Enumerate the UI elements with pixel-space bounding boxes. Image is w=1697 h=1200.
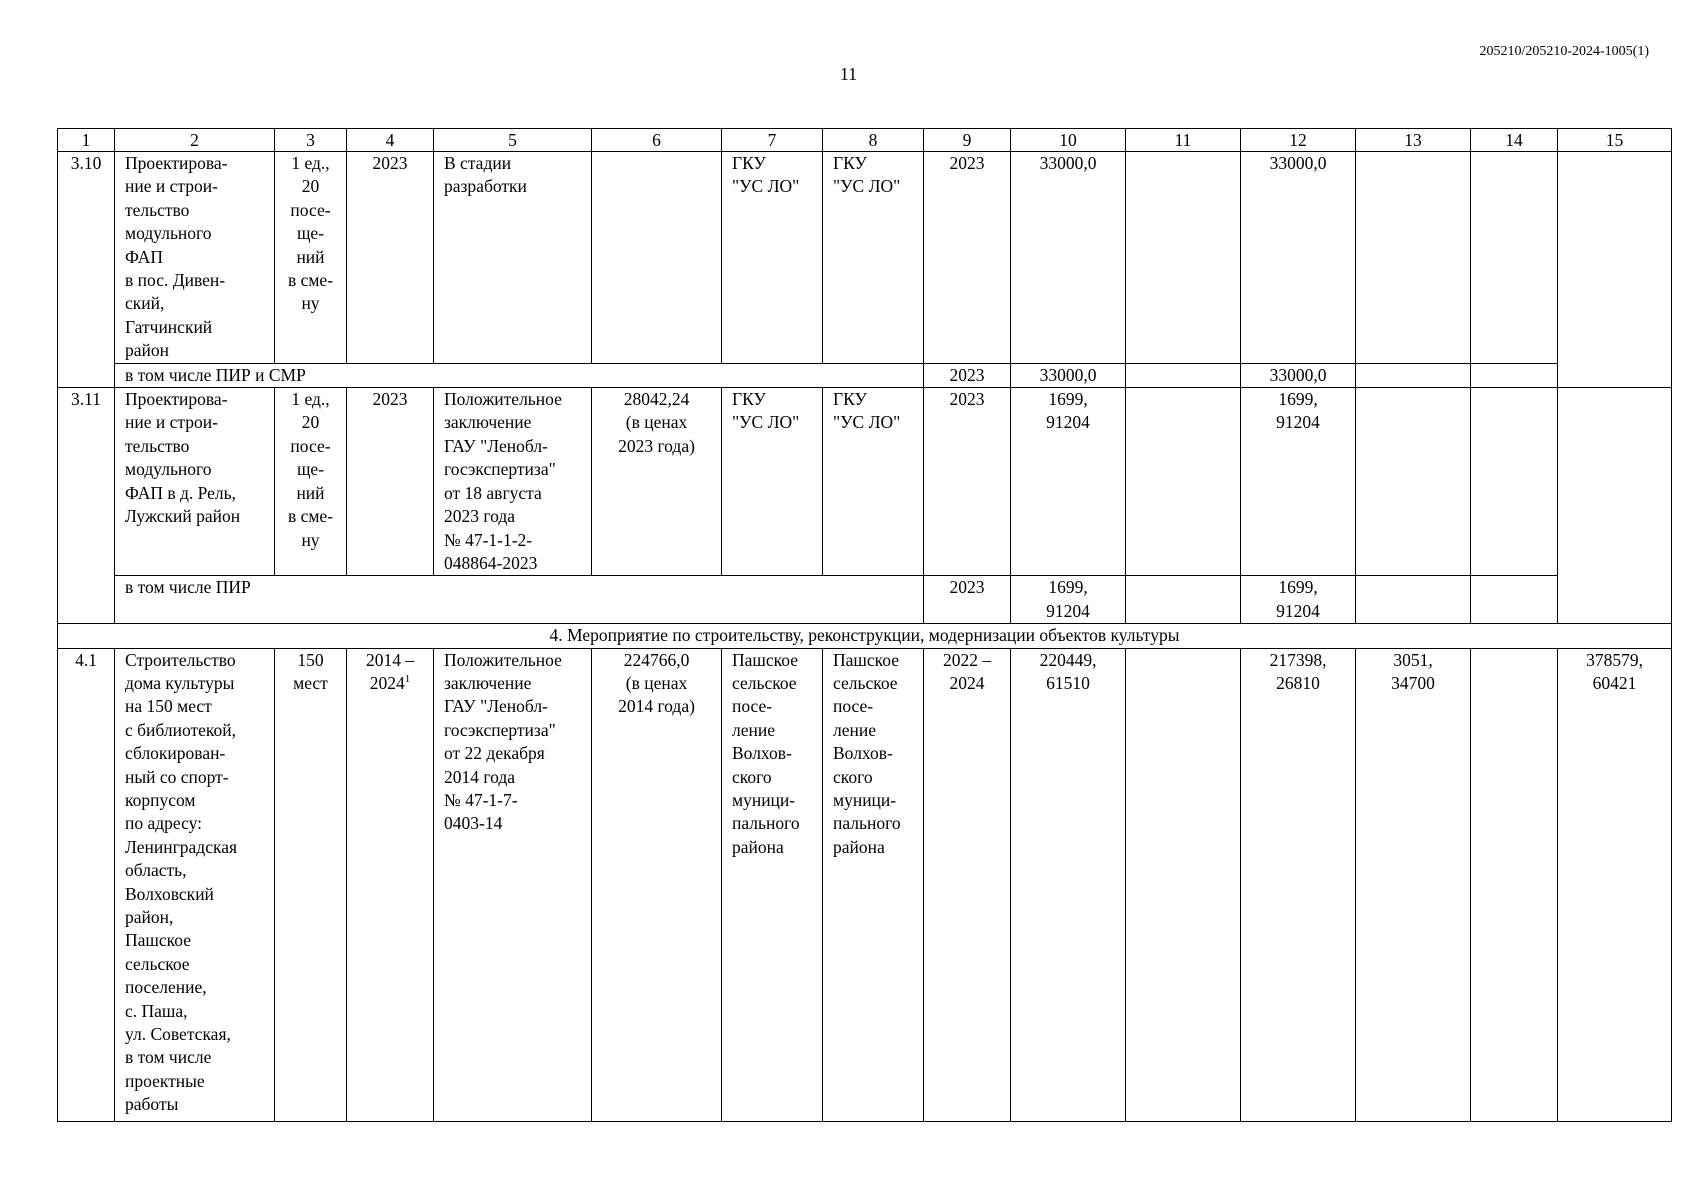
builder: ГКУ "УС ЛО"	[823, 388, 924, 576]
subtotal-label: в том числе ПИР	[115, 576, 924, 624]
value-col-11	[1126, 388, 1241, 576]
row-number: 3.11	[58, 388, 115, 624]
document-id: 205210/205210-2024-1005(1)	[1479, 44, 1649, 59]
value-col-14	[1471, 576, 1558, 624]
table-subrow	[58, 363, 1672, 387]
years: 2023	[347, 152, 434, 364]
estimated-cost: 224766,0 (в ценах 2014 года)	[592, 648, 722, 1121]
value-col-15	[1558, 388, 1672, 624]
capacity: 1 ед., 20 посе- ще- ний в сме- ну	[275, 388, 347, 576]
column-number: 3	[275, 129, 347, 152]
value-col-14	[1471, 388, 1558, 576]
value-col-11	[1126, 363, 1241, 387]
table-row	[58, 152, 1672, 364]
value-col-15	[1558, 152, 1672, 388]
column-number: 15	[1558, 129, 1672, 152]
value-col-11	[1126, 648, 1241, 1121]
customer: Пашское сельское посе- ление Волхов- ского муници- пального района	[722, 648, 823, 1121]
object-name: Проектирова- ние и строи- тельство модульного ФАП в пос. Дивен- ский, Гатчинский район	[115, 152, 275, 364]
column-number: 9	[924, 129, 1011, 152]
value-col-12: 1699, 91204	[1241, 576, 1356, 624]
value-col-14	[1471, 648, 1558, 1121]
estimated-cost	[592, 152, 722, 364]
value-col-12: 1699, 91204	[1241, 388, 1356, 576]
page-number: 11	[839, 64, 858, 84]
value-col-10: 1699, 91204	[1011, 388, 1126, 576]
object-name: Проектирова- ние и строи- тельство модульного ФАП в д. Рель, Лужский район	[115, 388, 275, 576]
column-number: 13	[1356, 129, 1471, 152]
value-col-14	[1471, 152, 1558, 364]
column-number: 10	[1011, 129, 1126, 152]
value-col-13	[1356, 388, 1471, 576]
column-number-row	[58, 129, 1672, 152]
column-number: 6	[592, 129, 722, 152]
object-name: Строительство дома культуры на 150 мест с библиотекой, сблокирован- ный со спорт- корпусом по адресу: Ленинградская область, Волховский район, Пашское сельское поселение, с. Паша, ул. Советская, в том числе проектные работы	[115, 648, 275, 1121]
period: 2023	[924, 363, 1011, 387]
section-heading-row	[58, 624, 1672, 648]
value-col-10: 33000,0	[1011, 152, 1126, 364]
table-row	[58, 648, 1672, 1121]
value-col-12: 217398, 26810	[1241, 648, 1356, 1121]
investment-table	[57, 128, 1672, 1122]
value-col-12: 33000,0	[1241, 152, 1356, 364]
row-number: 3.10	[58, 152, 115, 388]
value-col-13	[1356, 152, 1471, 364]
years: 2023	[347, 388, 434, 576]
column-number: 2	[115, 129, 275, 152]
period: 2023	[924, 576, 1011, 624]
capacity: 1 ед., 20 посе- ще- ний в сме- ну	[275, 152, 347, 364]
expertise-status: В стадии разработки	[434, 152, 592, 364]
customer: ГКУ "УС ЛО"	[722, 152, 823, 364]
period: 2022 – 2024	[924, 648, 1011, 1121]
subtotal-label: в том числе ПИР и СМР	[115, 363, 924, 387]
value-col-12: 33000,0	[1241, 363, 1356, 387]
column-number: 5	[434, 129, 592, 152]
value-col-11	[1126, 576, 1241, 624]
period: 2023	[924, 152, 1011, 364]
value-col-14	[1471, 363, 1558, 387]
column-number: 1	[58, 129, 115, 152]
value-col-13	[1356, 576, 1471, 624]
column-number: 4	[347, 129, 434, 152]
value-col-10: 33000,0	[1011, 363, 1126, 387]
value-col-10: 220449, 61510	[1011, 648, 1126, 1121]
column-number: 8	[823, 129, 924, 152]
customer: ГКУ "УС ЛО"	[722, 388, 823, 576]
column-number: 12	[1241, 129, 1356, 152]
footnote-marker: 1	[404, 673, 411, 686]
value-col-11	[1126, 152, 1241, 364]
table-subrow	[58, 576, 1672, 624]
row-number: 4.1	[58, 648, 115, 1121]
table-row	[58, 388, 1672, 576]
capacity: 150 мест	[275, 648, 347, 1121]
value-col-15: 378579, 60421	[1558, 648, 1672, 1121]
expertise-status: Положительное заключение ГАУ "Ленобл- госэкспертиза" от 18 августа 2023 года № 47-1-1-2- 048864-2023	[434, 388, 592, 576]
years-text: 2014 – 2024	[365, 649, 415, 693]
estimated-cost: 28042,24 (в ценах 2023 года)	[592, 388, 722, 576]
value-col-13	[1356, 363, 1471, 387]
column-number: 11	[1126, 129, 1241, 152]
expertise-status: Положительное заключение ГАУ "Ленобл- госэкспертиза" от 22 декабря 2014 года № 47-1-7- 0403-14	[434, 648, 592, 1121]
value-col-10: 1699, 91204	[1011, 576, 1126, 624]
years	[347, 648, 434, 1121]
value-col-13: 3051, 34700	[1356, 648, 1471, 1121]
builder: ГКУ "УС ЛО"	[823, 152, 924, 364]
period: 2023	[924, 388, 1011, 576]
section-heading: 4. Мероприятие по строительству, реконструкции, модернизации объектов культуры	[58, 624, 1672, 648]
column-number: 14	[1471, 129, 1558, 152]
column-number: 7	[722, 129, 823, 152]
builder: Пашское сельское посе- ление Волхов- ского муници- пального района	[823, 648, 924, 1121]
